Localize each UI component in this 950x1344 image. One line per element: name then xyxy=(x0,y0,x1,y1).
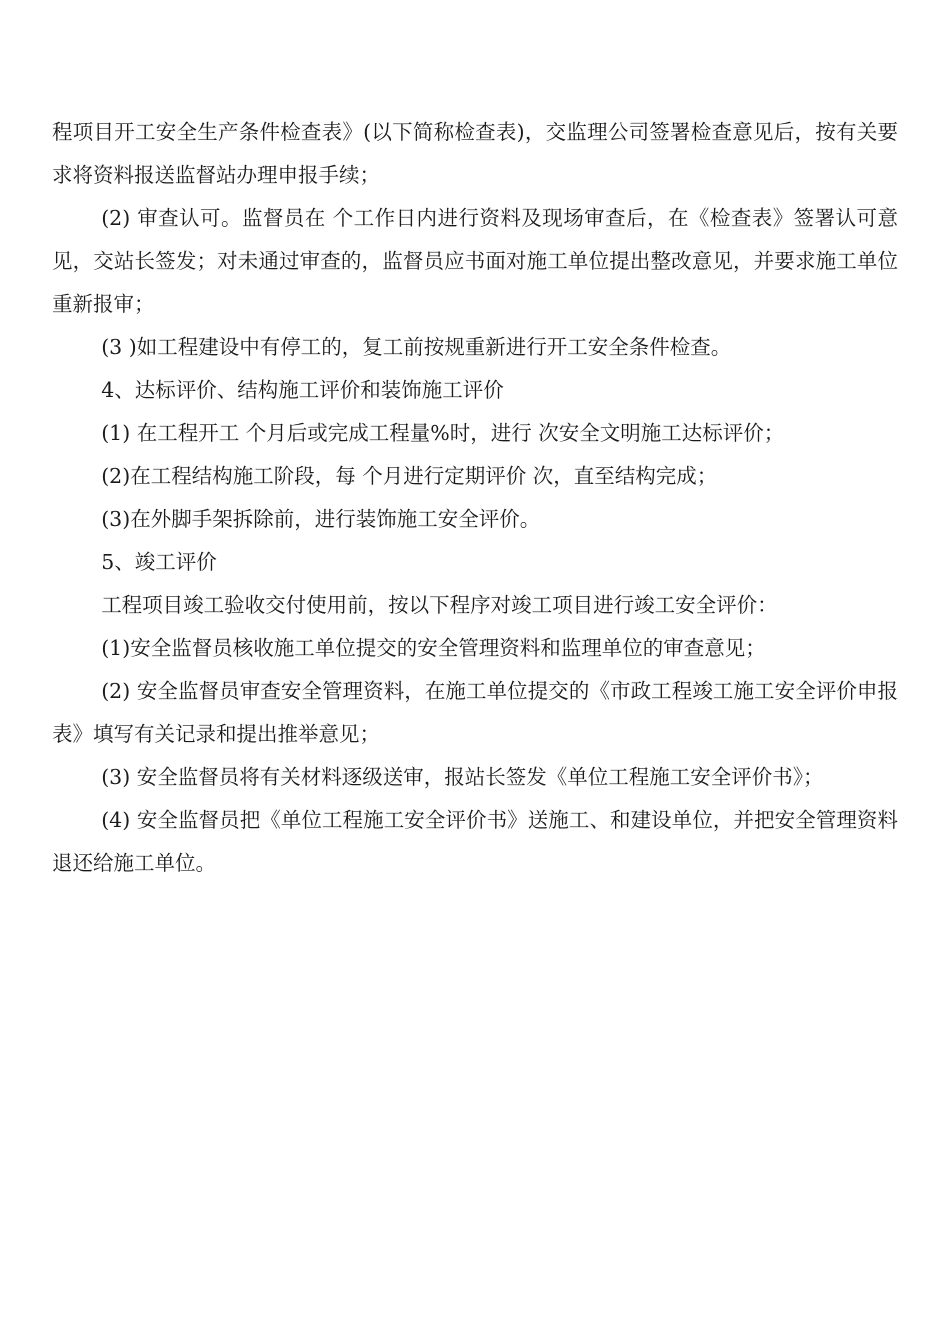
paragraph-compliance-item-1: (1) 在工程开工 个月后或完成工程量%时，进行 次安全文明施工达标评价； xyxy=(101,421,785,445)
paragraph-completion-item-2: (2) 安全监督员审查安全管理资料，在施工单位提交的《市政工程竣工施工安全评价申报表》填写有关记录和提出推举意见； xyxy=(52,679,898,746)
paragraph-completion-intro: 工程项目竣工验收交付使用前，按以下程序对竣工项目进行竣工安全评价： xyxy=(101,593,778,617)
paragraph-review-approval: (2) 审查认可。监督员在 个工作日内进行资料及现场审查后，在《检查表》签署认可意见，交站长签发；对未通过审查的，监督员应书面对施工单位提出整改意见，并要求施工单位重新报审； xyxy=(52,206,898,316)
document-body xyxy=(52,111,898,885)
paragraph-compliance-item-2: (2)在工程结构施工阶段，每 个月进行定期评价 次，直至结构完成； xyxy=(101,464,718,488)
paragraph-work-stoppage: (3 )如工程建设中有停工的，复工前按规重新进行开工安全条件检查。 xyxy=(101,335,732,359)
paragraph-completion-item-1: (1)安全监督员核收施工单位提交的安全管理资料和监理单位的审查意见； xyxy=(101,636,766,660)
paragraph-continuation: 程项目开工安全生产条件检查表》(以下简称检查表)，交监理公司签署检查意见后，按有关要求将资料报送监督站办理申报手续； xyxy=(52,120,898,187)
paragraph-completion-item-4: (4) 安全监督员把《单位工程施工安全评价书》送施工、和建设单位，并把安全管理资料退还给施工单位。 xyxy=(52,808,898,875)
paragraph-compliance-item-3: (3)在外脚手架拆除前，进行装饰施工安全评价。 xyxy=(101,507,541,531)
section-heading-completion-evaluation: 5、竣工评价 xyxy=(101,550,217,574)
section-heading-compliance-evaluation: 4、达标评价、结构施工评价和装饰施工评价 xyxy=(101,378,504,402)
paragraph-completion-item-3: (3) 安全监督员将有关材料逐级送审，报站长签发《单位工程施工安全评价书》； xyxy=(101,765,824,789)
